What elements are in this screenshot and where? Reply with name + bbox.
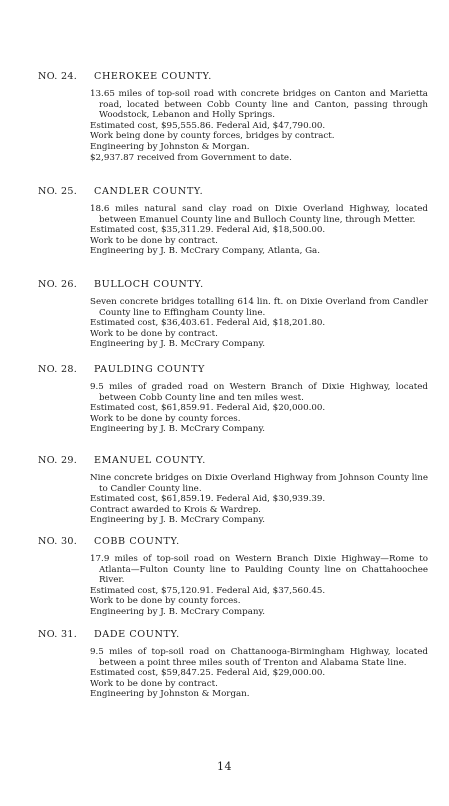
received-line: $2,937.87 received from Government to date. xyxy=(90,152,292,163)
work-line: Work to be done by contract. xyxy=(90,678,218,689)
entry-heading xyxy=(38,279,428,293)
estimated-cost-line: Estimated cost, $59,847.25. Federal Aid, $29,000.00. xyxy=(90,668,326,679)
entry-heading xyxy=(38,455,428,469)
county-name: DADE COUNTY. xyxy=(94,629,180,640)
project-entry-25 xyxy=(38,186,428,257)
project-number: NO. 28. xyxy=(38,364,78,375)
project-entry-24 xyxy=(38,71,428,163)
project-description: 9.5 miles of graded road on Western Branch of Dixie Highway, located between Cobb County line and ten miles west. xyxy=(90,382,428,403)
work-line: Work being done by county forces, bridges by contract. xyxy=(90,131,335,142)
project-number: NO. 30. xyxy=(38,536,78,547)
contract-line: Contract awarded to Krois & Wardrep. xyxy=(90,504,261,515)
project-description: Nine concrete bridges on Dixie Overland Highway from Johnson County line to Candler County line. xyxy=(90,473,428,494)
county-name: EMANUEL COUNTY. xyxy=(94,455,206,466)
entry-body xyxy=(90,647,428,700)
entry-body xyxy=(90,89,428,163)
project-description: 13.65 miles of top-soil road with concrete bridges on Canton and Marietta road, located between Cobb County line and Canton, passing through Woodstock, Lebanon and Holly Springs. xyxy=(90,89,428,121)
entry-body xyxy=(90,554,428,618)
engineering-line: Engineering by J. B. McCrary Company. xyxy=(90,339,265,350)
estimated-cost-line: Estimated cost, $35,311.29. Federal Aid, $18,500.00. xyxy=(90,225,326,236)
entry-body xyxy=(90,297,428,350)
county-name: PAULDING COUNTY xyxy=(94,364,205,375)
entry-heading xyxy=(38,536,428,550)
estimated-cost-line: Estimated cost, $75,120.91. Federal Aid, $37,560.45. xyxy=(90,585,326,596)
project-description: Seven concrete bridges totalling 614 lin. ft. on Dixie Overland from Candler County line to Effingham County line. xyxy=(90,297,428,318)
project-entry-26 xyxy=(38,279,428,350)
entry-heading xyxy=(38,364,428,378)
estimated-cost-line: Estimated cost, $36,403.61. Federal Aid, $18,201.80. xyxy=(90,318,326,329)
project-number: NO. 31. xyxy=(38,629,78,640)
project-number: NO. 24. xyxy=(38,71,78,82)
project-entry-28 xyxy=(38,364,428,435)
project-description: 9.5 miles of top-soil road on Chattanooga-Birmingham Highway, located between a point three miles south of Trenton and Alabama State line. xyxy=(90,647,428,668)
entry-heading xyxy=(38,186,428,200)
engineering-line: Engineering by J. B. McCrary Company. xyxy=(90,606,265,617)
project-number: NO. 26. xyxy=(38,279,78,290)
county-name: BULLOCH COUNTY. xyxy=(94,279,204,290)
county-name: CHEROKEE COUNTY. xyxy=(94,71,212,82)
work-line: Work to be done by county forces. xyxy=(90,413,241,424)
county-name: CANDLER COUNTY. xyxy=(94,186,204,197)
project-description: 18.6 miles natural sand clay road on Dixie Overland Highway, located between Emanuel County line and Bulloch County line, through Metter. xyxy=(90,204,428,225)
estimated-cost-line: Estimated cost, $95,555.86. Federal Aid, $47,790.00. xyxy=(90,120,326,131)
work-line: Work to be done by contract. xyxy=(90,328,218,339)
entry-heading xyxy=(38,71,428,85)
project-entry-30 xyxy=(38,536,428,618)
entry-body xyxy=(90,382,428,435)
county-name: COBB COUNTY. xyxy=(94,536,180,547)
engineering-line: Engineering by Johnston & Morgan. xyxy=(90,689,250,700)
project-entry-29 xyxy=(38,455,428,526)
estimated-cost-line: Estimated cost, $61,859.91. Federal Aid, $20,000.00. xyxy=(90,403,326,414)
engineering-line: Engineering by J. B. McCrary Company, Atlanta, Ga. xyxy=(90,246,320,257)
page-number: 14 xyxy=(217,760,232,773)
entry-heading xyxy=(38,629,428,643)
project-description: 17.9 miles of top-soil road on Western Branch Dixie Highway—Rome to Atlanta—Fulton County line to Paulding County line on Chattahoochee River. xyxy=(90,554,428,586)
entry-body xyxy=(90,204,428,257)
engineering-line: Engineering by Johnston & Morgan. xyxy=(90,141,250,152)
engineering-line: Engineering by J. B. McCrary Company. xyxy=(90,424,265,435)
engineering-line: Engineering by J. B. McCrary Company. xyxy=(90,515,265,526)
project-entry-31 xyxy=(38,629,428,700)
work-line: Work to be done by contract. xyxy=(90,235,218,246)
estimated-cost-line: Estimated cost, $61,859.19. Federal Aid, $30,939.39. xyxy=(90,494,326,505)
project-number: NO. 25. xyxy=(38,186,78,197)
project-number: NO. 29. xyxy=(38,455,78,466)
work-line: Work to be done by county forces. xyxy=(90,596,241,607)
entry-body xyxy=(90,473,428,526)
